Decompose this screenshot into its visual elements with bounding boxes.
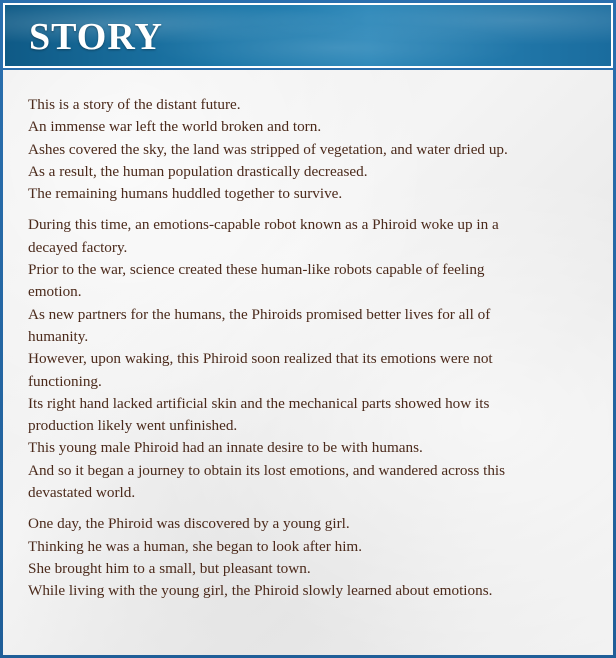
story-line: As a result, the human population drastically decreased. bbox=[28, 162, 368, 180]
story-paragraph-2 bbox=[28, 214, 593, 504]
story-line: And so it began a journey to obtain its lost emotions, and wandered across this bbox=[28, 461, 506, 479]
story-line: As new partners for the humans, the Phiroids promised better lives for all of bbox=[28, 305, 491, 323]
page-title: STORY bbox=[29, 16, 163, 58]
story-line: functioning. bbox=[28, 372, 102, 390]
story-line: However, upon waking, this Phiroid soon realized that its emotions were not bbox=[28, 350, 493, 368]
story-line: Prior to the war, science created these human-like robots capable of feeling bbox=[28, 261, 485, 279]
story-line: decayed factory. bbox=[28, 238, 128, 256]
story-line: An immense war left the world broken and torn. bbox=[28, 118, 322, 136]
story-line: Thinking he was a human, she began to look after him. bbox=[28, 537, 363, 555]
story-line: humanity. bbox=[28, 327, 89, 345]
story-line: During this time, an emotions-capable robot known as a Phiroid woke up in a bbox=[28, 216, 499, 234]
story-paragraph-1 bbox=[28, 94, 593, 205]
story-line: emotion. bbox=[28, 283, 82, 301]
story-paragraph-3 bbox=[28, 513, 593, 602]
story-line: Its right hand lacked artificial skin and the mechanical parts showed how its bbox=[28, 394, 490, 412]
story-line: The remaining humans huddled together to survive. bbox=[28, 185, 343, 203]
story-line: She brought him to a small, but pleasant town. bbox=[28, 559, 311, 577]
story-line: Ashes covered the sky, the land was stripped of vegetation, and water dried up. bbox=[28, 140, 508, 158]
story-line: One day, the Phiroid was discovered by a young girl. bbox=[28, 515, 350, 533]
story-content bbox=[3, 70, 613, 655]
story-line: While living with the young girl, the Phiroid slowly learned about emotions. bbox=[28, 582, 493, 600]
story-line: devastated world. bbox=[28, 484, 136, 502]
story-line: This young male Phiroid had an innate desire to be with humans. bbox=[28, 439, 423, 457]
story-line: This is a story of the distant future. bbox=[28, 96, 241, 113]
story-line: production likely went unfinished. bbox=[28, 417, 238, 435]
story-header bbox=[3, 3, 613, 68]
